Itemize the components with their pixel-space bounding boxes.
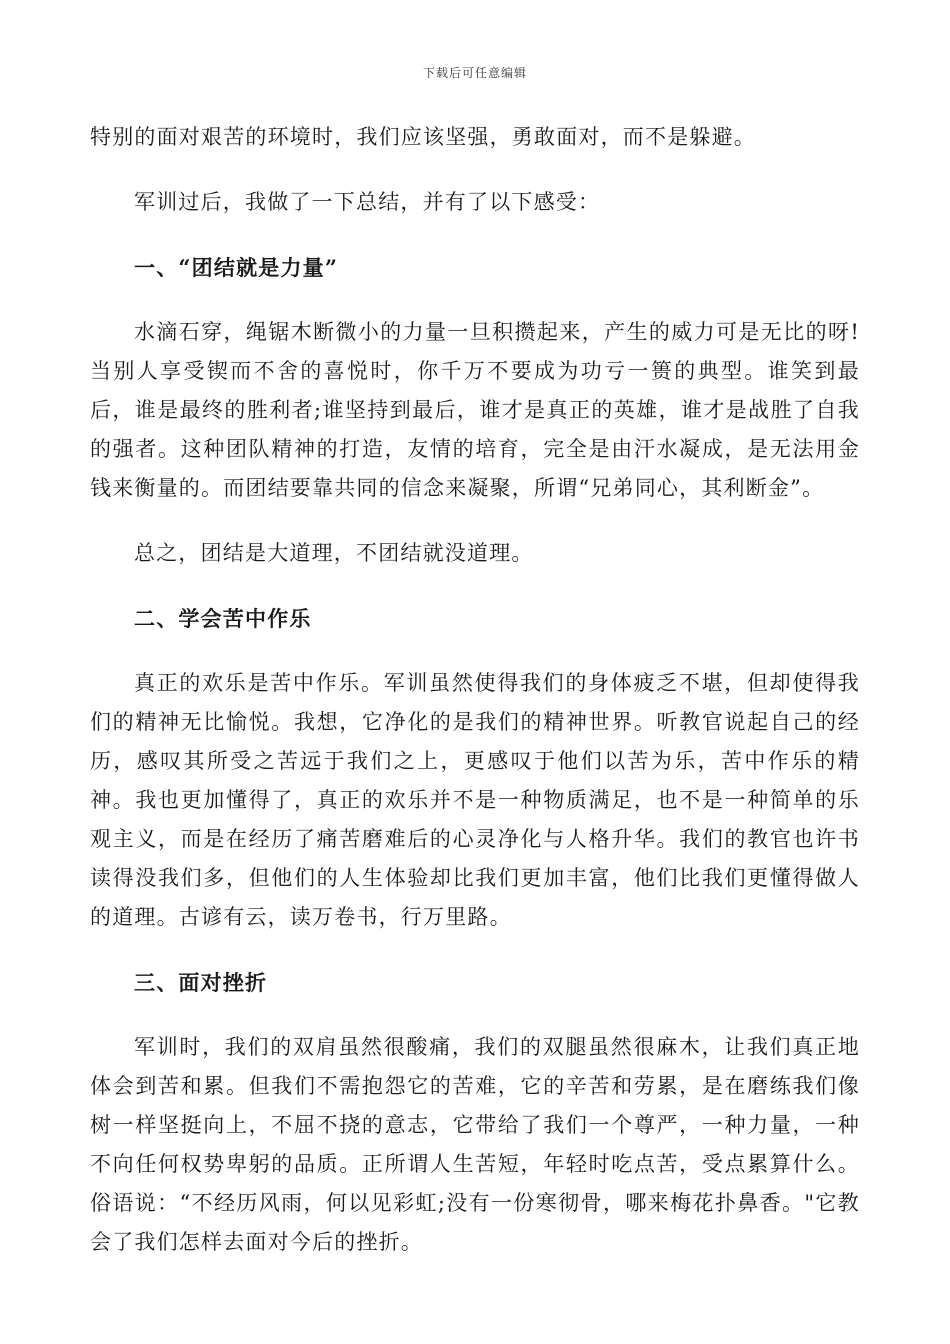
paragraph-unity: 水滴石穿，绳锯木断微小的力量一旦积攒起来，产生的威力可是无比的呀!当别人享受锲而不舍的喜悦时，你千万不要成为功亏一篑的典型。谁笑到最后，谁是最终的胜利者;谁坚持到最后，谁才是真正的英雄，谁才是战胜了自我的强者。这种团队精神的打造，友情的培育，完全是由汗水凝成，是无法用金钱来衡量的。而团结要靠共同的信念来凝聚，所谓“兄弟同心，其利断金”。	[90, 320, 860, 500]
section-heading-1: 一、“团结就是力量”	[134, 255, 339, 280]
paragraph-summary-intro: 军训过后，我做了一下总结，并有了以下感受：	[134, 190, 601, 214]
paragraph-unity-conclusion: 总之，团结是大道理，不团结就没道理。	[134, 541, 534, 565]
document-body	[90, 118, 860, 1288]
section-heading-3: 三、面对挫折	[134, 970, 268, 995]
page-header-note: 下载后可任意编辑	[422, 66, 527, 80]
paragraph-continuation: 特别的面对艰苦的环境时，我们应该坚强，勇敢面对，而不是躲避。	[90, 125, 756, 149]
paragraph-facing-setbacks: 军训时，我们的双肩虽然很酸痛，我们的双腿虽然很麻木，让我们真正地体会到苦和累。但我们不需抱怨它的苦难，它的辛苦和劳累，是在磨练我们像树一样坚挺向上，不屈不挠的意志，它带给了我们一个尊严，一种力量，一种不向任何权势卑躬的品质。正所谓人生苦短，年轻时吃点苦，受点累算什么。俗语说：“不经历风雨，何以见彩虹;没有一份寒彻骨，哪来梅花扑鼻香。"它教会了我们怎样去面对今后的挫折。	[90, 1035, 860, 1254]
section-heading-2: 二、学会苦中作乐	[134, 606, 312, 631]
paragraph-joy-in-hardship: 真正的欢乐是苦中作乐。军训虽然使得我们的身体疲乏不堪，但却使得我们的精神无比愉悦。我想，它净化的是我们的精神世界。听教官说起自己的经历，感叹其所受之苦远于我们之上，更感叹于他们以苦为乐，苦中作乐的精神。我也更加懂得了，真正的欢乐并不是一种物质满足，也不是一种简单的乐观主义，而是在经历了痛苦磨难后的心灵净化与人格升华。我们的教官也许书读得没我们多，但他们的人生体验却比我们更加丰富，他们比我们更懂得做人的道理。古谚有云，读万卷书，行万里路。	[90, 671, 860, 929]
